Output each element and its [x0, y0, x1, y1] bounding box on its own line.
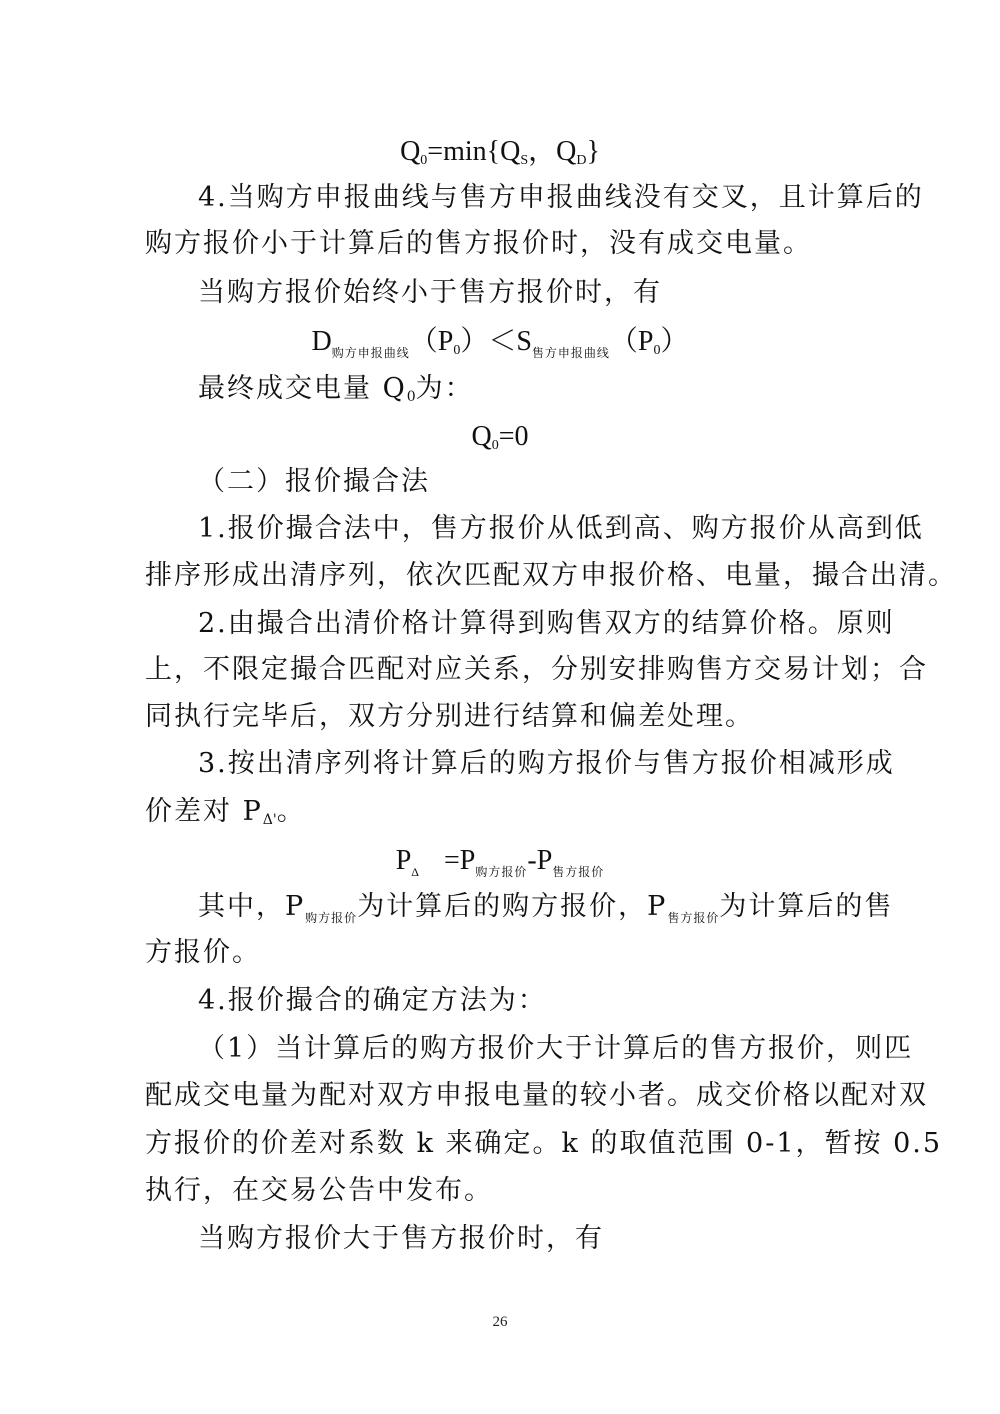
- section-heading: （二）报价撮合法: [198, 466, 430, 497]
- formula-p-delta: [0, 841, 1000, 892]
- formula-subscript: 购方报价: [475, 865, 528, 879]
- paragraph-line: 上，不限定撮合匹配对应关系，分别安排购售方交易计划；合: [145, 654, 928, 685]
- paragraph-line: [145, 792, 865, 840]
- formula-subscript: 售方申报曲线: [531, 346, 610, 360]
- formula-text: （P: [609, 326, 654, 357]
- page-number: 26: [492, 1314, 508, 1330]
- formula-subscript: 0: [453, 343, 461, 358]
- text: 为计算后的售: [719, 891, 894, 922]
- paragraph-line: 3.按出清序列将计算后的购方报价与售方报价相减形成: [198, 748, 895, 779]
- subscript: 购方报价: [305, 911, 358, 925]
- subscript: Δ': [262, 812, 277, 828]
- formula-text: -P: [527, 845, 553, 876]
- paragraph-line: [198, 369, 865, 417]
- formula-subscript: 0: [653, 343, 661, 358]
- formula-subscript: 售方报价: [552, 865, 605, 879]
- formula-subscript: 0: [491, 438, 499, 453]
- paragraph-line: 购方报价小于计算后的售方报价时，没有成交电量。: [145, 228, 812, 259]
- paragraph-line: 配成交电量为配对双方申报电量的较小者。成交价格以配对双: [145, 1080, 928, 1111]
- paragraph-line: 排序形成出清序列，依次匹配双方申报价格、电量，撮合出清。: [145, 560, 957, 591]
- formula-subscript: 0: [420, 153, 428, 168]
- formula-text: =P: [443, 845, 476, 876]
- paragraph-line: 同执行完毕后，双方分别进行结算和偏差处理。: [145, 701, 754, 732]
- text: 为：: [415, 373, 474, 404]
- paragraph-line: 4.当购方申报曲线与售方申报曲线没有交叉，且计算后的: [198, 182, 924, 213]
- text: 为计算后的购方报价，P: [357, 891, 668, 922]
- paragraph-line: （1）当计算后的购方报价大于计算后的售方报价，则匹: [198, 1033, 914, 1064]
- formula-text: ）: [660, 326, 689, 357]
- formula-text: =min{Q: [427, 136, 521, 167]
- paragraph-line: 1.报价撮合法中，售方报价从低到高、购方报价从高到低: [198, 513, 924, 544]
- paragraph-line: 执行，在交易公告中发布。: [145, 1175, 493, 1206]
- formula-text: Q: [400, 136, 421, 167]
- text: 。: [276, 796, 306, 827]
- paragraph-line: 方报价。: [145, 937, 261, 968]
- text: 其中，P: [198, 891, 306, 922]
- subscript: 0: [406, 389, 416, 405]
- paragraph-line: 4.报价撮合的确定方法为：: [198, 985, 547, 1016]
- formula-text: Q: [471, 421, 492, 452]
- subscript: 售方报价: [667, 911, 720, 925]
- formula-subscript: D: [576, 153, 587, 168]
- paragraph-line: 当购方报价大于售方报价时，有: [198, 1223, 604, 1254]
- formula-subscript: Δ: [411, 865, 420, 879]
- formula-text: ）＜S: [460, 326, 532, 357]
- paragraph-line: 方报价的价差对系数 k 来确定。k 的取值范围 0-1，暂按 0.5: [145, 1128, 943, 1159]
- paragraph-line: 2.由撮合出清价格计算得到购售双方的结算价格。原则: [198, 608, 895, 639]
- text: 最终成交电量 Q: [198, 373, 407, 404]
- paragraph-line: [198, 887, 894, 938]
- formula-subscript: 购方申报曲线: [331, 346, 410, 360]
- formula-text: }: [586, 136, 600, 167]
- formula-d-less-than-s: [0, 322, 1000, 373]
- paragraph-line: 当购方报价始终小于售方报价时，有: [198, 277, 662, 308]
- formula-text: P: [395, 845, 412, 876]
- formula-text: =0: [498, 421, 529, 452]
- formula-text: ，Q: [528, 136, 577, 167]
- formula-q0-min: [0, 132, 1000, 181]
- formula-text: D: [311, 326, 332, 357]
- formula-q0-zero: [0, 417, 1000, 466]
- text: 价差对 P: [145, 796, 263, 827]
- formula-subscript: S: [520, 153, 529, 168]
- formula-text: （P: [409, 326, 454, 357]
